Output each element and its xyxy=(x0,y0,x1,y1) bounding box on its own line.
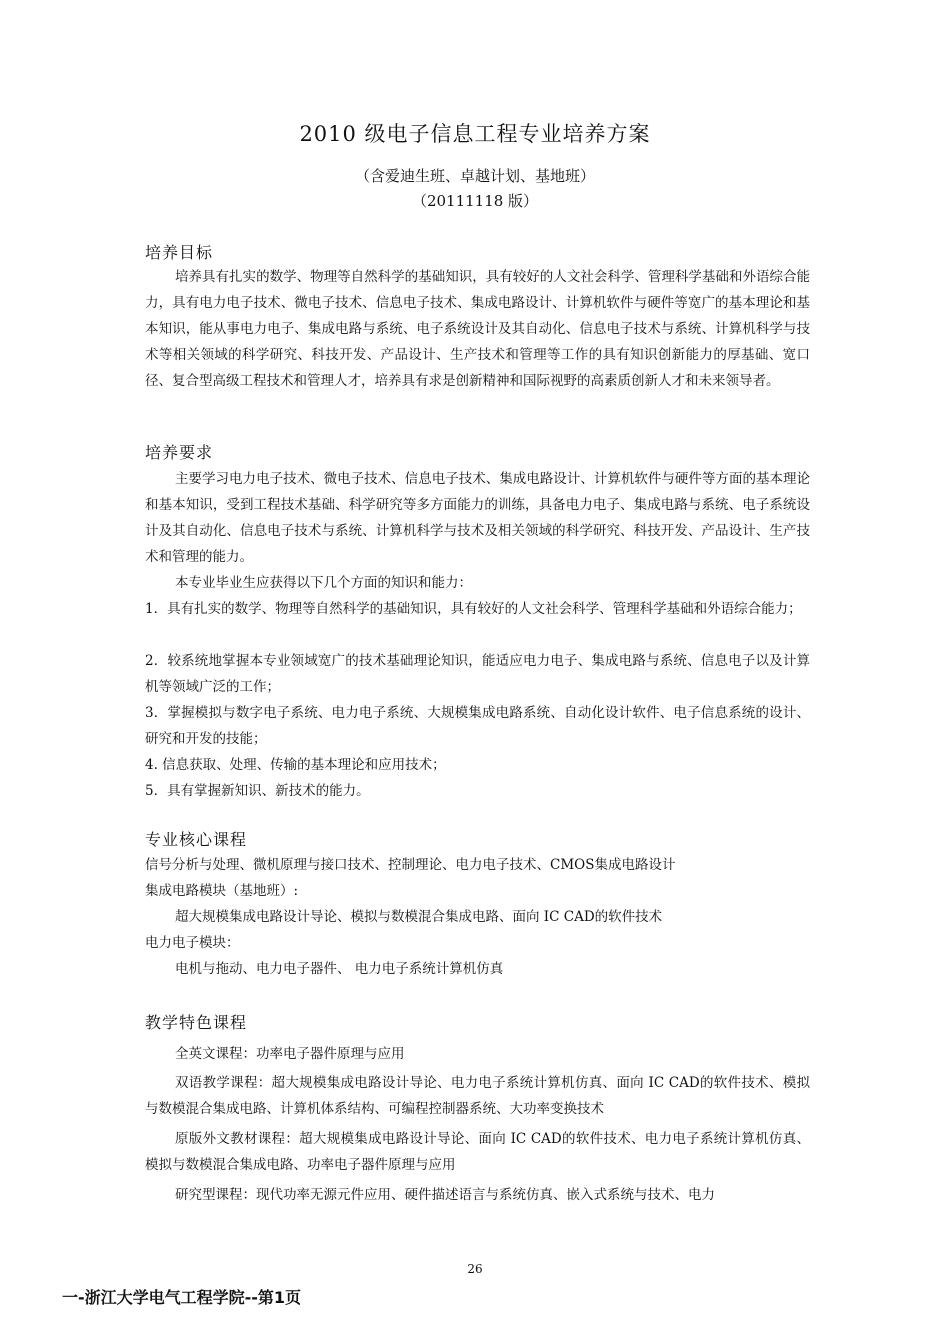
module-label-power: 电力电子模块： xyxy=(145,935,240,951)
featured-bilingual: 双语教学课程：超大规模集成电路设计导论、电力电子系统计算机仿真、面向 IC CAD的软件技术、模拟与数模混合集成电路、计算机体系结构、可编程控制器系统、大功率变换技术 xyxy=(145,1075,810,1117)
requirements-paragraph: 主要学习电力电子技术、微电子技术、信息电子技术、集成电路设计、计算机软件与硬件等方面的基本理论和基本知识，受到工程技术基础、科学研究等多方面能力的训练，具备电力电子、集成电路与系统、电子系统设计及其自动化、信息电子技术与系统、计算机科学与技术及相关领域的科学研究、科技开发、产品设计、生产技术和管理的能力。 xyxy=(145,471,810,565)
requirement-item: 5．具有掌握新知识、新技术的能力。 xyxy=(145,783,370,799)
document-version: （20111118 版） xyxy=(411,192,539,210)
section-heading-requirements: 培养要求 xyxy=(145,443,214,462)
module-courses-power: 电机与拖动、电力电子器件、 电力电子系统计算机仿真 xyxy=(175,961,504,977)
module-courses-ic: 超大规模集成电路设计导论、模拟与数模混合集成电路、面向 IC CAD的软件技术 xyxy=(175,909,663,925)
footer-watermark: 一-浙江大学电气工程学院--第1页 xyxy=(62,1288,302,1307)
section-heading-goal: 培养目标 xyxy=(145,243,214,262)
requirement-item: 3．掌握模拟与数字电子系统、电力电子系统、大规模集成电路系统、自动化设计软件、电子信息系统的设计、研究和开发的技能； xyxy=(145,705,810,747)
document-title: 2010 级电子信息工程专业培养方案 xyxy=(299,122,651,146)
requirements-lead: 本专业毕业生应获得以下几个方面的知识和能力： xyxy=(175,575,472,591)
featured-research: 研究型课程：现代功率无源元件应用、硬件描述语言与系统仿真、嵌入式系统与技术、电力 xyxy=(175,1187,715,1203)
requirement-item: 1．具有扎实的数学、物理等自然科学的基础知识，具有较好的人文社会科学、管理科学基础和外语综合能力； xyxy=(145,601,802,617)
requirement-item: 4. 信息获取、处理、传输的基本理论和应用技术； xyxy=(145,757,446,773)
document-subtitle: （含爱迪生班、卓越计划、基地班） xyxy=(354,167,595,185)
featured-original: 原版外文教材课程：超大规模集成电路设计导论、面向 IC CAD的软件技术、电力电子系统计算机仿真、模拟与数模混合集成电路、功率电子器件原理与应用 xyxy=(145,1131,810,1173)
featured-english: 全英文课程：功率电子器件原理与应用 xyxy=(175,1046,405,1062)
section-heading-featured: 教学特色课程 xyxy=(145,1013,248,1032)
requirement-item: 2．较系统地掌握本专业领域宽广的技术基础理论知识，能适应电力电子、集成电路与系统、信息电子以及计算机等领域广泛的工作； xyxy=(145,653,810,695)
core-courses: 信号分析与处理、微机原理与接口技术、控制理论、电力电子技术、CMOS集成电路设计 xyxy=(145,857,676,873)
page-number: 26 xyxy=(467,1262,483,1276)
module-label-ic: 集成电路模块（基地班）: xyxy=(145,883,299,899)
goal-paragraph: 培养具有扎实的数学、物理等自然科学的基础知识，具有较好的人文社会科学、管理科学基础和外语综合能力，具有电力电子技术、微电子技术、信息电子技术、集成电路设计、计算机软件与硬件等宽广的基本理论和基本知识，能从事电力电子、集成电路与系统、电子系统设计及其自动化、信息电子技术与系统、计算机科学与技术等相关领域的科学研究、科技开发、产品设计、生产技术和管理等工作的具有知识创新能力的厚基础、宽口径、复合型高级工程技术和管理人才，培养具有求是创新精神和国际视野的高素质创新人才和未来领导者。 xyxy=(145,269,810,389)
section-heading-core: 专业核心课程 xyxy=(145,830,248,849)
